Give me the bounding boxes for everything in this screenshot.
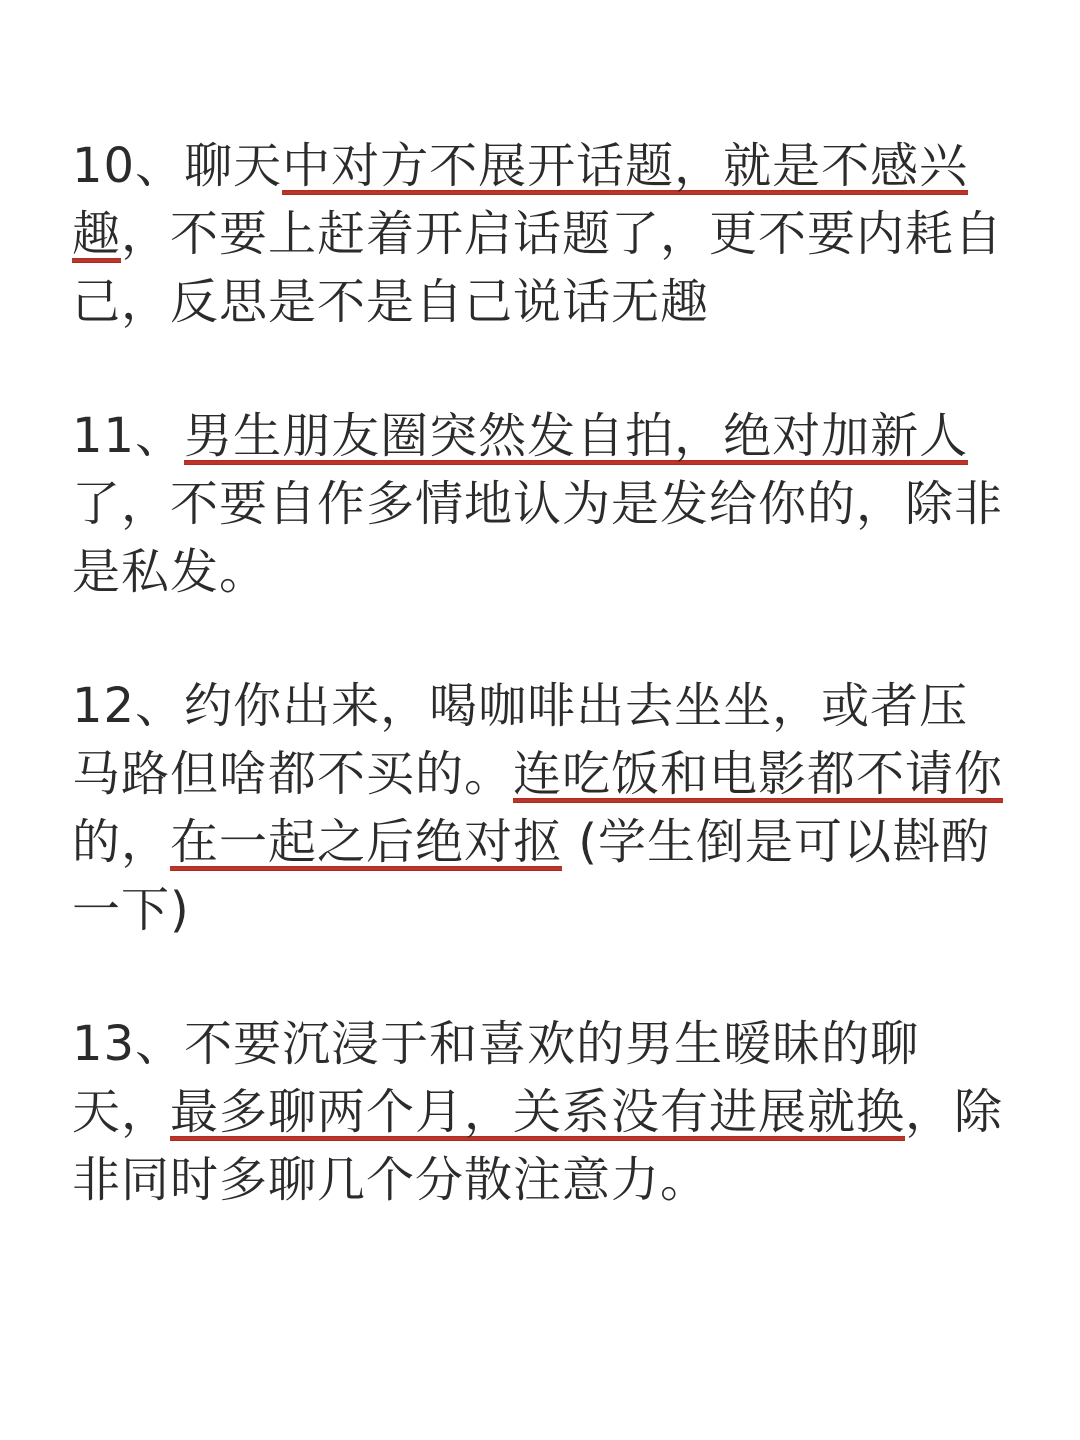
tip-13-text: ，除非同时多聊几个分散注意力。: [72, 1084, 1004, 1208]
tip-10-text: ，不要上赶着开启话题了，更不要内耗自己，反思是不是自己说话无趣: [72, 206, 1004, 330]
tip-12-text: 的，: [72, 814, 171, 870]
tip-11-text: 11、: [72, 408, 185, 464]
tip-11-text: 了，不要自作多情地认为是发给你的，除非是私发。: [72, 476, 1004, 600]
tip-11-highlight: 男生朋友圈突然发自拍，绝对加新人: [184, 408, 969, 464]
tip-13-text: 13、不要沉浸于和喜欢的男生暧昧的聊天，: [72, 1016, 920, 1140]
tip-12-highlight: 在一起之后绝对抠: [170, 814, 563, 870]
tip-paragraph-11: [72, 402, 1012, 606]
tip-paragraph-12: [72, 672, 1012, 944]
tip-paragraph-13: [72, 1010, 1012, 1214]
tip-12-highlight: 连吃饭和电影都不请你: [513, 746, 1004, 802]
tip-10-highlight: 中对方不展开话题，就是不感兴趣: [72, 138, 969, 262]
tip-13-highlight: 最多聊两个月，关系没有进展就换: [170, 1084, 906, 1140]
tip-12-text: (学生倒是可以斟酌一下): [72, 814, 991, 938]
tip-12-text: 12、约你出来，喝咖啡出去坐坐，或者压马路但啥都不买的。: [72, 678, 969, 802]
tip-paragraph-10: [72, 132, 1012, 336]
tip-10-text: 10、聊天: [72, 138, 283, 194]
